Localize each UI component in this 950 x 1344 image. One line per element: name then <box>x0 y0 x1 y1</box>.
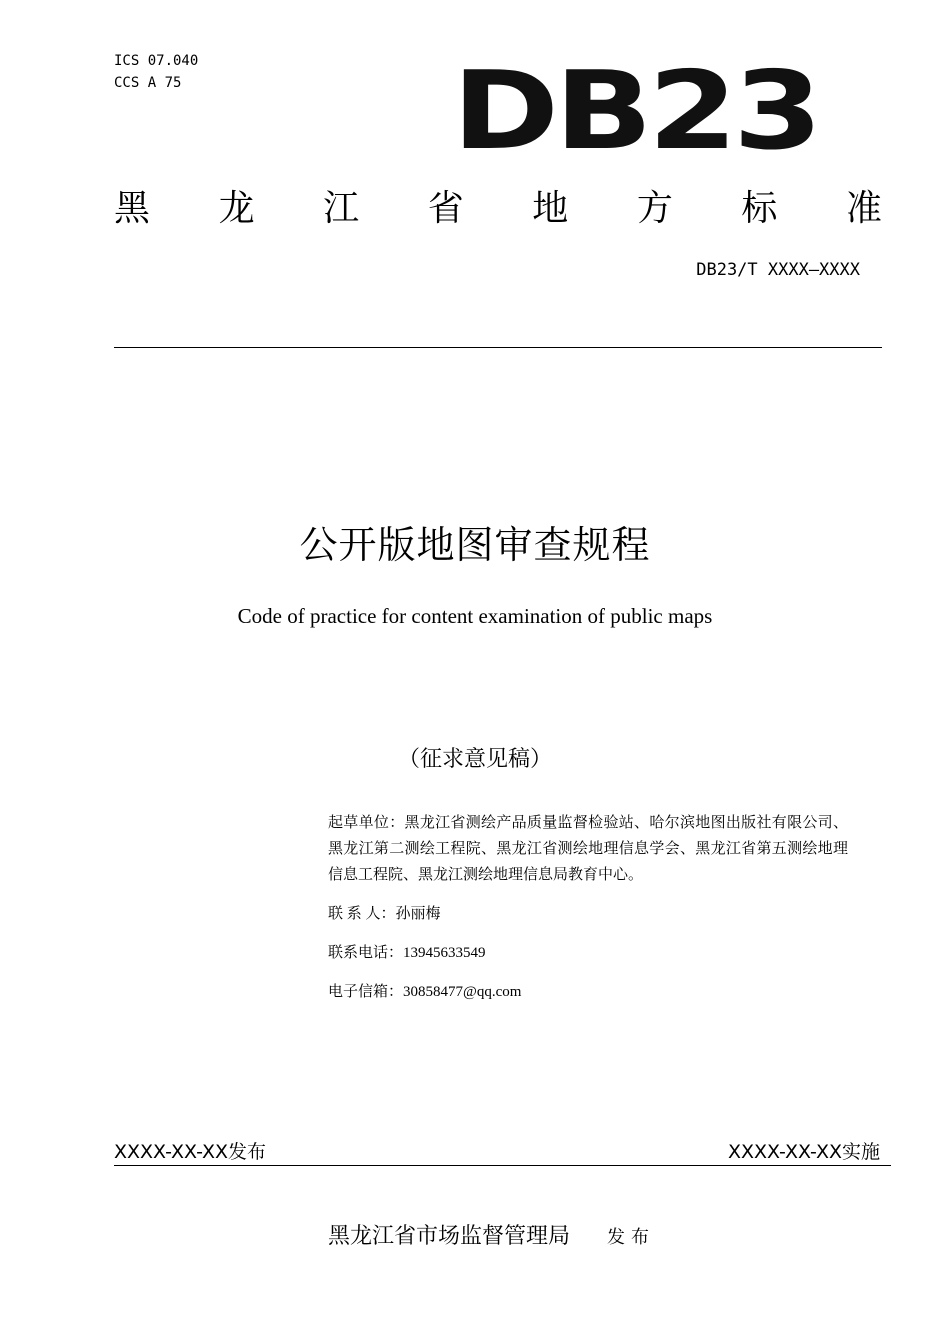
ics-code: ICS 07.040 <box>114 53 199 69</box>
logo-text: DB23 <box>452 56 818 152</box>
bottom-divider <box>114 1165 891 1166</box>
contact-phone: 联系电话：13945633549 <box>328 945 486 961</box>
standard-type-char: 龙 <box>218 188 255 228</box>
ccs-code: CCS A 75 <box>114 75 182 91</box>
standard-number: DB23/T XXXX—XXXX <box>696 260 860 280</box>
contact-email: 电子信箱：30858477@qq.com <box>328 984 522 1000</box>
standard-type-title <box>114 186 882 230</box>
issue-label: 发布 <box>607 1227 655 1248</box>
db23-logo <box>450 56 820 152</box>
english-title: Code of practice for content examination of public maps <box>237 604 713 628</box>
standard-type-char: 准 <box>845 188 882 228</box>
implement-date: XXXX-XX-XX实施 <box>727 1141 880 1163</box>
classification-codes <box>114 50 198 94</box>
drafting-info <box>328 810 848 1005</box>
standard-type-char: 黑 <box>114 188 151 228</box>
contact-person: 联 系 人：孙丽梅 <box>328 906 441 922</box>
top-divider <box>114 347 882 348</box>
standard-type-char: 标 <box>741 188 778 228</box>
standard-type-char: 地 <box>532 188 569 228</box>
standard-type-char: 方 <box>636 188 673 228</box>
standard-type-char: 省 <box>427 188 464 228</box>
drafting-unit: 起草单位：黑龙江省测绘产品质量监督检验站、哈尔滨地图出版社有限公司、黑龙江第二测绘工程院、黑龙江省测绘地理信息学会、黑龙江省第五测绘地理信息工程院、黑龙江测绘地理信息局教育中心。 <box>328 815 848 883</box>
draft-label: （征求意见稿） <box>397 746 552 771</box>
release-date: XXXX-XX-XX发布 <box>114 1141 267 1163</box>
issuing-authority: 黑龙江省市场监督管理局 <box>328 1223 571 1248</box>
document-title: 公开版地图审查规程 <box>299 523 651 567</box>
standard-type-char: 江 <box>323 188 360 228</box>
